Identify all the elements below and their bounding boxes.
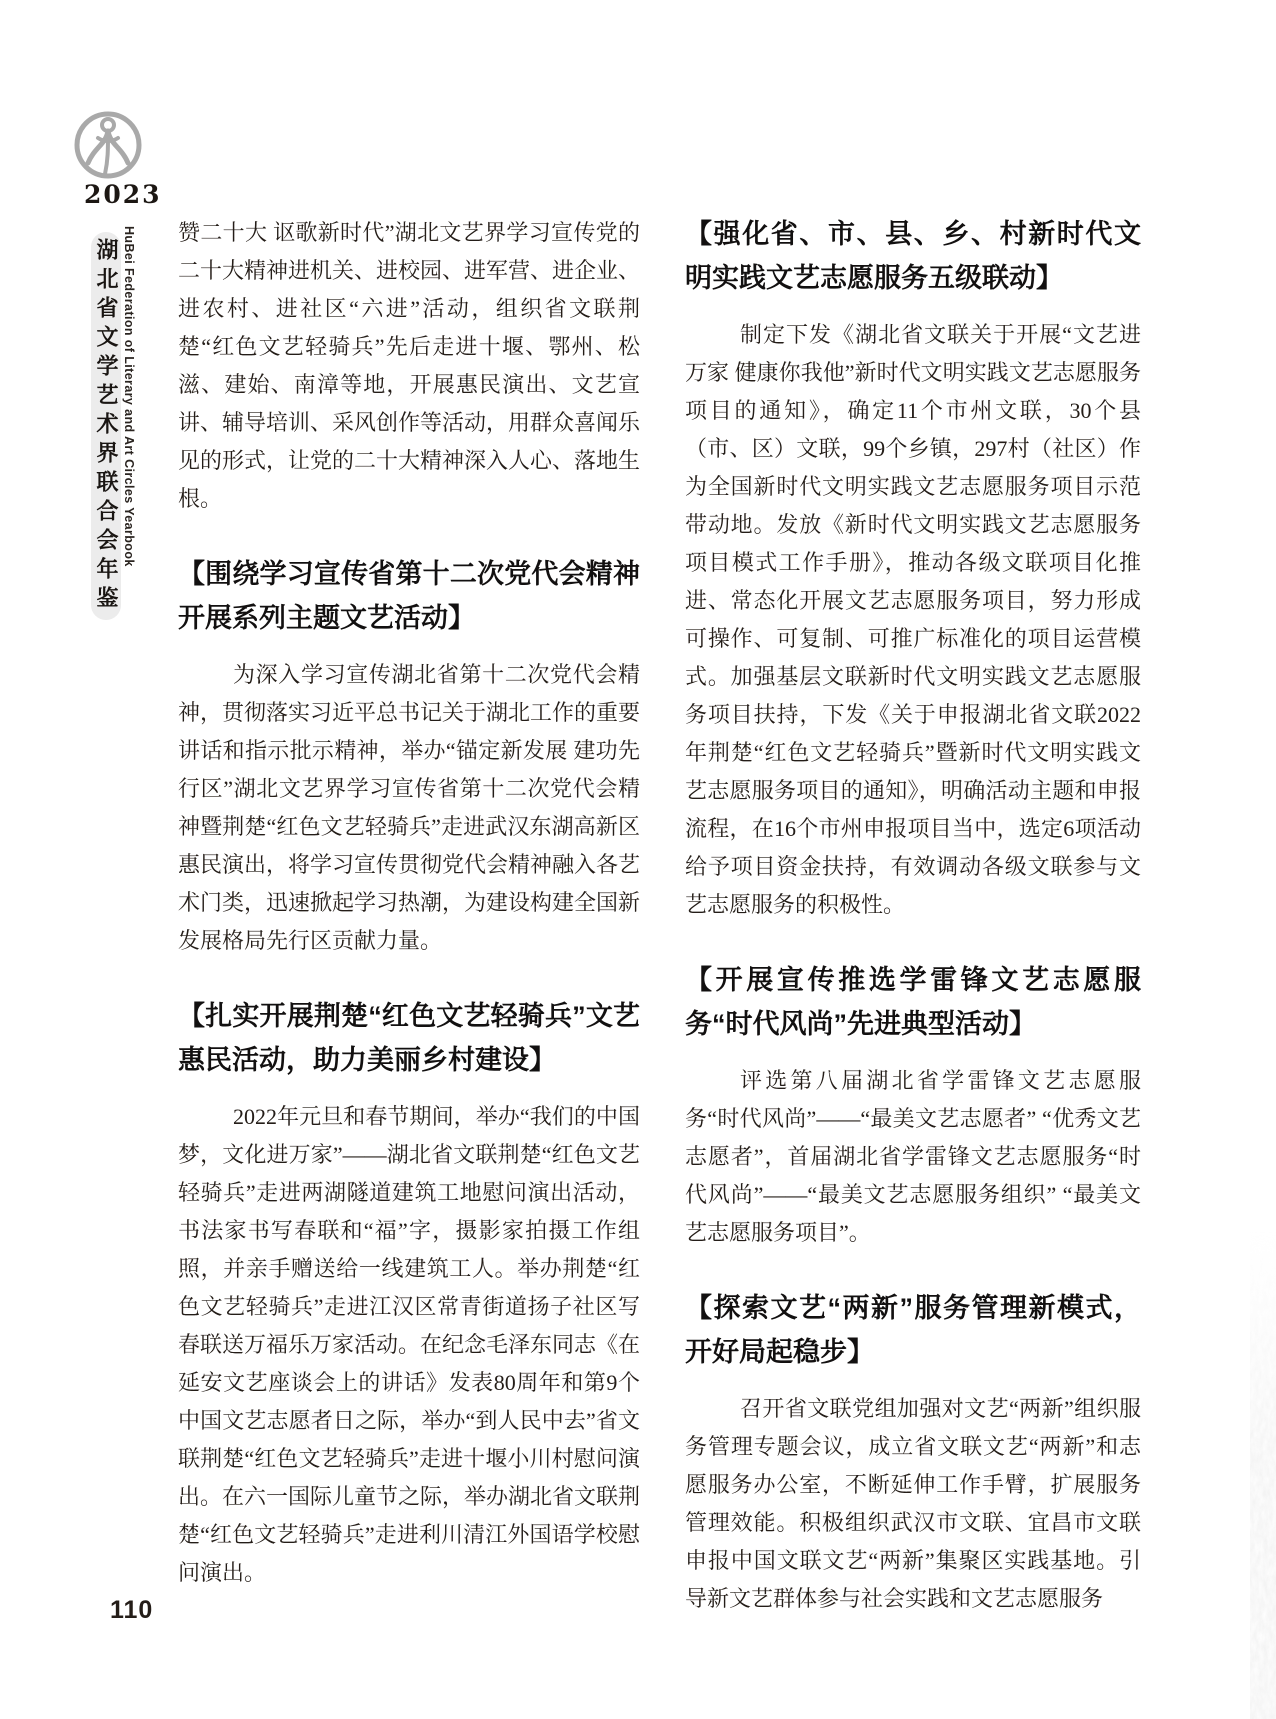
entry-paragraph: 为深入学习宣传湖北省第十二次党代会精神，贯彻落实习近平总书记关于湖北工作的重要讲话和指示批示精神，举办“锚定新发展 建功先行区”湖北文艺界学习宣传省第十二次党代会精神暨荆楚“红色文艺轻骑兵”走进武汉东湖高新区惠民演出，将学习宣传贯彻党代会精神融入各艺术门类，迅速掀起学习热潮，为建设构建全国新发展格局先行区贡献力量。 (178, 662, 641, 953)
entry-paragraph: 召开省文联党组加强对文艺“两新”组织服务管理专题会议，成立省文联文艺“两新”和志愿服务办公室，不断延伸工作手臂，扩展服务管理效能。积极组织武汉市文联、宜昌市文联申报中国文联文艺“两新”集聚区实践基地。引导新文艺群体参与社会实践和文艺志愿服务 (685, 1396, 1141, 1611)
entry-heading: 【强化省、市、县、乡、村新时代文明实践文艺志愿服务五级联动】 (685, 219, 1141, 293)
sidebar-title-chinese: 湖北省文学艺术界联合会年鉴 (94, 237, 119, 615)
entry-heading: 【扎实开展荆楚“红色文艺轻骑兵”文艺惠民活动，助力美丽乡村建设】 (178, 1001, 640, 1075)
federation-emblem-icon (72, 108, 144, 188)
entry-paragraph: 制定下发《湖北省文联关于开展“文艺进万家 健康你我他”新时代文明实践文艺志愿服务项目的通知》，确定11个市州文联，30个县（市、区）文联，99个乡镇，297村（社区）作为全国新时代文明实践文艺志愿服务项目示范带动地。发放《新时代文明实践文艺志愿服务项目模式工作手册》，推动各级文联项目化推进、常态化开展文艺志愿服务项目，努力形成可操作、可复制、可推广标准化的项目运营模式。加强基层文联新时代文明实践文艺志愿服务项目扶持，下发《关于申报湖北省文联2022年荆楚“红色文艺轻骑兵”暨新时代文明实践文艺志愿服务项目的通知》，明确活动主题和申报流程，在16个市州申报项目当中，选定6项活动给予项目资金扶持，有效调动各级文联参与文艺志愿服务的积极性。 (685, 322, 1141, 917)
edition-year: 2023 (84, 180, 162, 209)
sidebar-title-english: HuBei Federation of Literary and Art Circles Yearbook (122, 226, 136, 567)
entry-paragraph: 2022年元旦和春节期间，举办“我们的中国梦，文化进万家”——湖北省文联荆楚“红色文艺轻骑兵”走进两湖隧道建筑工地慰问演出活动，书法家书写春联和“福”字，摄影家拍摄工作组照，并亲手赠送给一线建筑工人。举办荆楚“红色文艺轻骑兵”走进江汉区常青街道扬子社区写春联送万福乐万家活动。在纪念毛泽东同志《在延安文艺座谈会上的讲话》发表80周年和第9个中国文艺志愿者日之际，举办“到人民中去”省文联荆楚“红色文艺轻骑兵”走进十堰小川村慰问演出。在六一国际儿童节之际，举办湖北省文联荆楚“红色文艺轻骑兵”走进利川清江外国语学校慰问演出。 (178, 1104, 641, 1585)
sidebar-title-bar (91, 232, 121, 620)
edge-texture-fade (1250, 1232, 1276, 1451)
page-number: 110 (110, 1596, 154, 1624)
edge-texture-decoration (1250, 1232, 1276, 1719)
entry-paragraph: 评选第八届湖北省学雷锋文艺志愿服务“时代风尚”——“最美文艺志愿者” “优秀文艺志愿者”，首届湖北省学雷锋文艺志愿服务“时代风尚”——“最美文艺志愿服务组织” “最美文艺志愿服务项目”。 (685, 1068, 1141, 1245)
entry-heading: 【围绕学习宣传省第十二次党代会精神开展系列主题文艺活动】 (178, 559, 640, 633)
paragraph-continued: 赞二十大 讴歌新时代”湖北文艺界学习宣传党的二十大精神进机关、进校园、进军营、进企业、进农村、进社区“六进”活动，组织省文联荆楚“红色文艺轻骑兵”先后走进十堰、鄂州、松滋、建始、南漳等地，开展惠民演出、文艺宣讲、辅导培训、采风创作等活动，用群众喜闻乐见的形式，让党的二十大精神深入人心、落地生根。 (178, 220, 641, 511)
entry-heading: 【开展宣传推选学雷锋文艺志愿服务“时代风尚”先进典型活动】 (685, 965, 1141, 1039)
right-column (685, 212, 1141, 1618)
entry-heading: 【探索文艺“两新”服务管理新模式，开好局起稳步】 (685, 1293, 1141, 1367)
left-column (178, 214, 640, 1592)
